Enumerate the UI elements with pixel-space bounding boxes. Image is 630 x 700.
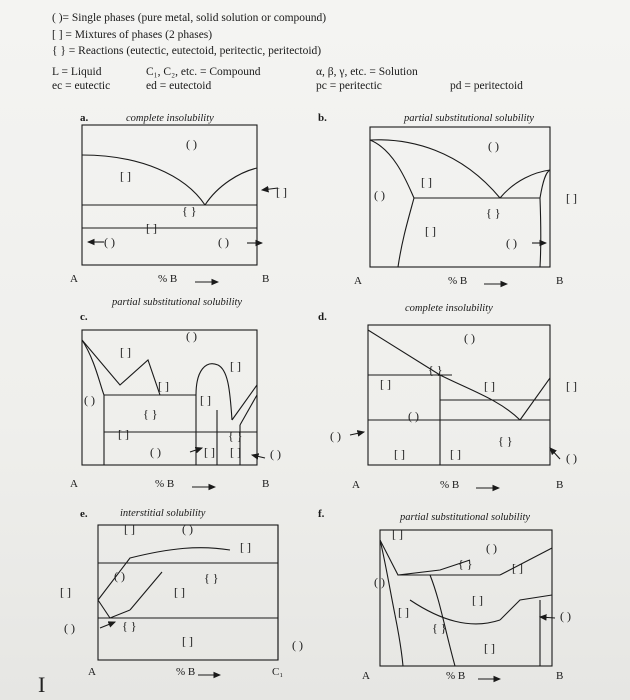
panel-f-blank-reaction-2[interactable]: { } — [432, 621, 447, 635]
panel-e-left-label: A — [88, 666, 96, 678]
panel-b-left-label: A — [354, 275, 362, 287]
panel-c-blank-2[interactable]: [ ] — [230, 359, 241, 373]
panel-b-blank-4[interactable]: [ ] — [425, 224, 436, 238]
panel-d-letter: d. — [318, 311, 327, 323]
panel-e-leader-1 — [100, 622, 115, 628]
panel-a-left-label: A — [70, 273, 78, 285]
panel-c-blank-1[interactable]: [ ] — [120, 345, 131, 359]
panel-e-blank-reaction-2[interactable]: { } — [122, 619, 137, 633]
panel-f-diagram — [380, 530, 552, 666]
panel-c-solidus-right — [240, 395, 257, 425]
panel-f-blank-3[interactable]: ( ) — [374, 575, 385, 589]
panel-c-blank-5[interactable]: [ ] — [200, 393, 211, 407]
panel-b-blank-2[interactable]: ( ) — [374, 188, 385, 202]
abbr-solution: α, β, γ, etc. = Solution — [316, 66, 418, 78]
panel-e-blank-7[interactable]: [ ] — [182, 634, 193, 648]
panel-d-title: complete insolubility — [405, 303, 493, 314]
panel-c-blank-3[interactable]: [ ] — [158, 379, 169, 393]
panel-e-blank-3[interactable]: ( ) — [114, 569, 125, 583]
panel-c-right-label: B — [262, 478, 270, 490]
panel-c-title: partial substitutional solubility — [112, 297, 243, 308]
panel-b-blank-5[interactable]: ( ) — [506, 236, 517, 250]
panel-a-blank-5[interactable]: ( ) — [218, 235, 229, 249]
panel-a-title: complete insolubility — [126, 113, 214, 124]
panel-e-blank-4[interactable]: [ ] — [174, 585, 185, 599]
panel-a-liquidus-left — [82, 155, 205, 205]
panel-d-blank-1[interactable]: [ ] — [380, 377, 391, 391]
panel-c-compound-dome — [196, 364, 232, 420]
panel-d-diagram — [368, 325, 550, 465]
panel-c-blank-9[interactable]: [ ] — [230, 445, 241, 459]
panel-b-liquidus-left — [370, 140, 500, 198]
panel-d-liquidus-mid — [440, 375, 520, 420]
panel-d-axis-label: % B — [440, 479, 460, 491]
panel-d-blank-5[interactable]: ( ) — [330, 429, 341, 443]
panel-e-solidus-left — [98, 600, 130, 618]
panel-c-letter: c. — [80, 311, 88, 323]
panel-d-blank-2[interactable]: [ ] — [484, 379, 495, 393]
panel-d-blank-reaction-2[interactable]: { } — [498, 434, 513, 448]
panel-d-leader-2 — [550, 448, 560, 459]
abbr-peritectoid: pd = peritectoid — [450, 80, 523, 92]
panel-a-liquidus-right — [205, 168, 257, 205]
panel-d-liquidus-right — [520, 378, 550, 420]
panel-a-blank-2[interactable]: [ ] — [276, 185, 287, 199]
panel-d-blank-6[interactable]: [ ] — [394, 447, 405, 461]
panel-c-blank-4[interactable]: ( ) — [84, 393, 95, 407]
panel-a-blank-3[interactable]: [ ] — [146, 221, 157, 235]
panel-f-solidus-right — [500, 595, 552, 620]
panel-a-right-label: B — [262, 273, 270, 285]
panel-c-solidus-left — [82, 340, 104, 395]
panel-f-solvus-left — [395, 615, 403, 666]
panel-f-blank-5[interactable]: [ ] — [398, 605, 409, 619]
panel-e-right-label: C₁ — [272, 666, 284, 678]
panel-b-letter: b. — [318, 112, 327, 124]
abbr-compound: C₁, C₂, etc. = Compound — [146, 66, 261, 78]
panel-a-blank-liquid[interactable]: ( ) — [186, 137, 197, 151]
panel-f-axis-label: % B — [446, 670, 466, 682]
panel-d-blank-4[interactable]: ( ) — [408, 409, 419, 423]
panel-a-blank-reaction[interactable]: { } — [182, 204, 197, 218]
panel-b-solvus-right — [540, 198, 541, 267]
panel-e-title: interstitial solubility — [120, 508, 206, 519]
panel-e-axis-label: % B — [176, 666, 196, 678]
panel-c-blank-10[interactable]: ( ) — [270, 447, 281, 461]
panel-f-left-label: A — [362, 670, 370, 682]
panel-d-leader-1 — [350, 432, 364, 435]
panel-e-blank-liquid[interactable]: ( ) — [182, 522, 193, 536]
panel-c-axis-label: % B — [155, 478, 175, 490]
panel-b-title: partial substitutional solubility — [404, 113, 535, 124]
panel-e-letter: e. — [80, 508, 88, 520]
legend-reactions: { } = Reactions (eutectic, eutectoid, peritectic, peritectoid) — [52, 45, 322, 57]
abbr-liquid: L = Liquid — [52, 66, 102, 78]
panel-f-letter: f. — [318, 508, 325, 520]
legend-single-phases: ( )= Single phases (pure metal, solid solution or compound) — [52, 12, 327, 24]
panel-f-eutectoid-curve — [410, 600, 500, 624]
panel-c-leader-2 — [252, 455, 265, 458]
panel-f-blank-7[interactable]: [ ] — [484, 641, 495, 655]
panel-d-blank-liquid[interactable]: ( ) — [464, 331, 475, 345]
panel-c-left-label: A — [70, 478, 78, 490]
panel-d-frame — [368, 325, 550, 465]
panel-b-blank-liquid[interactable]: ( ) — [488, 139, 499, 153]
panel-c-blank-7[interactable]: ( ) — [150, 445, 161, 459]
panel-f-title: partial substitutional solubility — [400, 512, 531, 523]
panel-e-solvus-left — [130, 572, 162, 610]
panel-d-right-label: B — [556, 479, 564, 491]
panel-d-blank-3[interactable]: [ ] — [566, 379, 577, 393]
panel-d-left-label: A — [352, 479, 360, 491]
panel-b-blank-3[interactable]: [ ] — [566, 191, 577, 205]
panel-e-blank-6[interactable]: ( ) — [64, 621, 75, 635]
panel-f-blank-2[interactable]: [ ] — [512, 561, 523, 575]
abbr-peritectic: pc = peritectic — [316, 80, 382, 92]
panel-f-blank-1[interactable]: [ ] — [392, 527, 403, 541]
panel-a-letter: a. — [80, 112, 89, 124]
panel-f-right-label: B — [556, 670, 564, 682]
panel-b-diagram — [370, 127, 550, 267]
panel-f-blank-reaction-1[interactable]: { } — [458, 557, 473, 571]
panel-b-blank-1[interactable]: [ ] — [421, 175, 432, 189]
panel-a-blank-1[interactable]: [ ] — [120, 169, 131, 183]
panel-b-frame — [370, 127, 550, 267]
panel-e-blank-reaction-1[interactable]: { } — [204, 571, 219, 585]
panel-c-blank-6[interactable]: [ ] — [118, 427, 129, 441]
panel-f-leader-1 — [540, 617, 555, 618]
legend-mixtures: [ ] = Mixtures of phases (2 phases) — [52, 29, 213, 41]
panel-b-axis-label: % B — [448, 275, 468, 287]
panel-f-frame — [380, 530, 552, 666]
panel-a-axis-label: % B — [158, 273, 178, 285]
abbr-eutectoid: ed = eutectoid — [146, 80, 212, 92]
panel-f-blank-liquid[interactable]: ( ) — [486, 541, 497, 555]
panel-e-blank-5[interactable]: [ ] — [60, 585, 71, 599]
panel-b-blank-reaction[interactable]: { } — [486, 206, 501, 220]
fill-in-marks — [60, 137, 577, 655]
panel-e-blank-8[interactable]: ( ) — [292, 638, 303, 652]
panel-c-blank-8[interactable]: [ ] — [204, 445, 215, 459]
panel-d-blank-8[interactable]: ( ) — [566, 451, 577, 465]
panel-e-blank-2[interactable]: [ ] — [240, 540, 251, 554]
panel-c-blank-liquid[interactable]: ( ) — [186, 329, 197, 343]
abbr-eutectic: ec = eutectic — [52, 80, 111, 92]
panel-b-solidus-right — [540, 170, 550, 198]
panel-f-liquidus-right — [500, 548, 552, 575]
panel-d-blank-reaction-1[interactable]: { } — [428, 363, 443, 377]
panel-d-blank-7[interactable]: [ ] — [450, 447, 461, 461]
text-cursor-icon: I — [38, 672, 46, 697]
panel-e-blank-1[interactable]: [ ] — [124, 522, 135, 536]
panel-f-liquidus-left — [380, 540, 470, 575]
panel-f-blank-4[interactable]: [ ] — [472, 593, 483, 607]
panel-f-blank-6[interactable]: ( ) — [560, 609, 571, 623]
panel-b-solvus-left — [398, 198, 414, 267]
panel-c-blank-reaction-1[interactable]: { } — [143, 407, 158, 421]
panel-c-blank-reaction-2[interactable]: { } — [228, 429, 243, 443]
panel-a-blank-4[interactable]: ( ) — [104, 235, 115, 249]
panel-b-right-label: B — [556, 275, 564, 287]
